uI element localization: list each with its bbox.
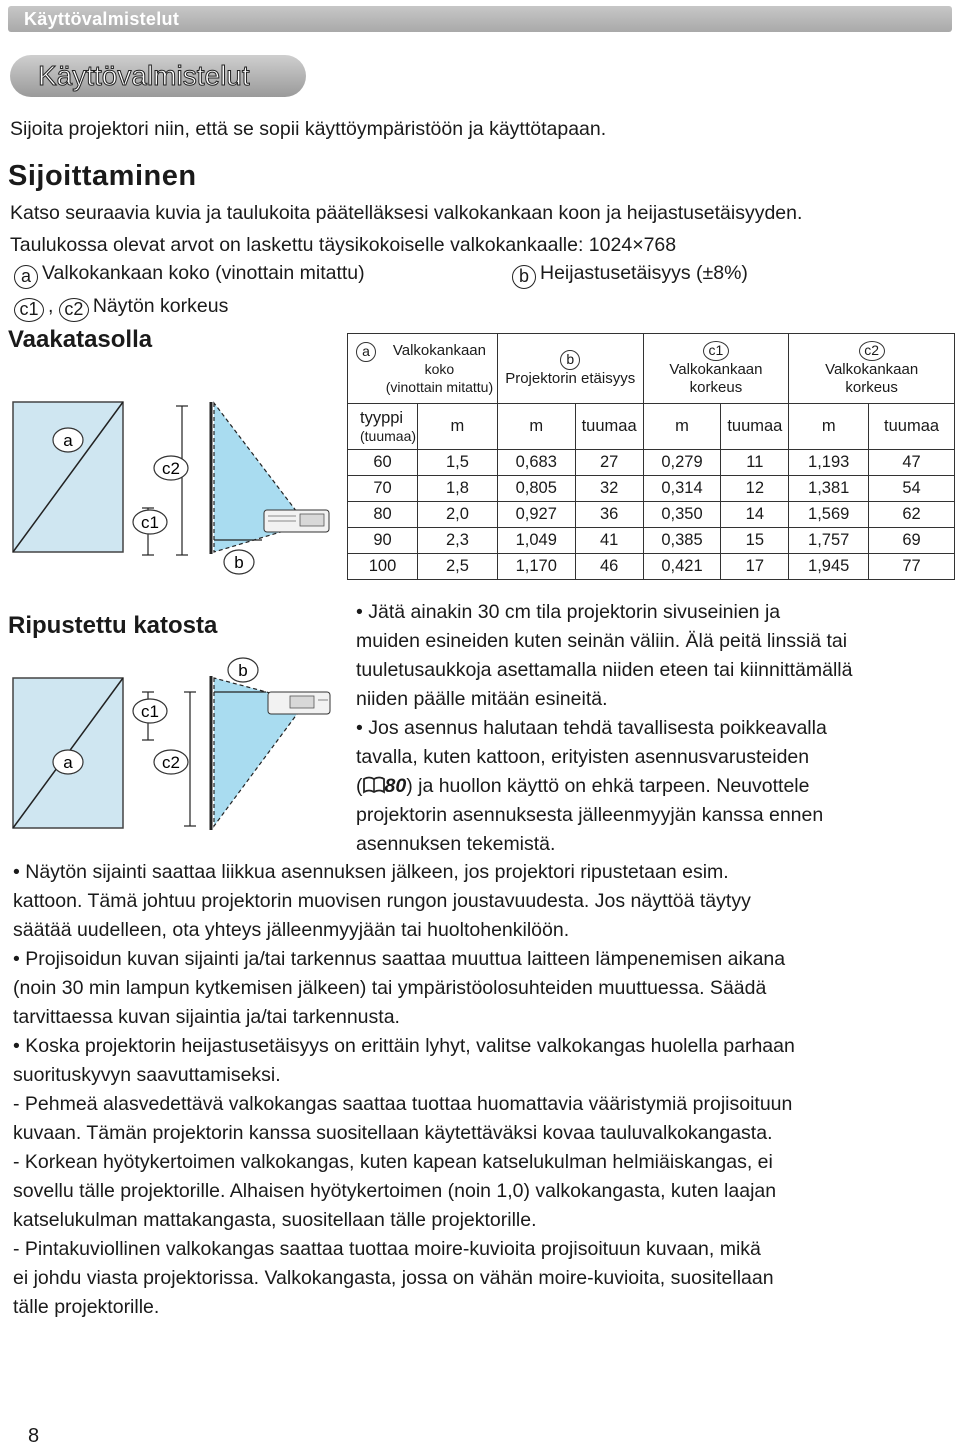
cell: 12 bbox=[721, 476, 789, 502]
side-line: asennuksen tekemistä. bbox=[356, 833, 556, 855]
body-line: • Koska projektorin heijastusetäisyys on erittäin lyhyt, valitse valkokangas huolella parhaan bbox=[13, 1035, 795, 1057]
reference-line bbox=[356, 772, 852, 801]
side-line: projektorin asennuksesta jälleenmyyjän kanssa ennen bbox=[356, 804, 824, 826]
projector-icon bbox=[264, 510, 329, 532]
th-a-mark: a bbox=[356, 342, 376, 362]
cell: 1,757 bbox=[789, 528, 869, 554]
diagram2-label-b: b bbox=[238, 661, 248, 680]
body-line: ei johdu viasta projektorissa. Valkokangasta, jossa on vähän moire-kuvioita, suositellaan bbox=[13, 1267, 774, 1289]
unit-tuumaa-b: tuumaa bbox=[575, 404, 643, 450]
cell: 2,5 bbox=[417, 554, 497, 580]
table-units-row bbox=[348, 404, 955, 450]
legend-b-text: Heijastusetäisyys (±8%) bbox=[540, 262, 748, 284]
th-b-text: Projektorin etäisyys bbox=[505, 369, 636, 387]
unit-tuumaa-c1: tuumaa bbox=[721, 404, 789, 450]
side-line: • Jätä ainakin 30 cm tila projektorin sivuseinien ja bbox=[356, 601, 781, 623]
cell: 70 bbox=[348, 476, 418, 502]
cell: 27 bbox=[575, 450, 643, 476]
body-line: kattoon. Tämä johtuu projektorin muovisen rungon joustavuudesta. Jos näyttöä täytyy bbox=[13, 890, 751, 912]
body-line: sovellu tälle projektorille. Alhaisen hyötykertoimen (noin 1,0) valkokangasta, kuten laajan bbox=[13, 1180, 777, 1202]
cell: 17 bbox=[721, 554, 789, 580]
paragraph-1: Katso seuraavia kuvia ja taulukoita päätelläksesi valkokankaan koon ja heijastusetäisyyden. bbox=[10, 202, 803, 224]
cell: 1,170 bbox=[497, 554, 575, 580]
section-title-pill bbox=[10, 55, 306, 97]
cell: 2,3 bbox=[417, 528, 497, 554]
table-row bbox=[348, 450, 955, 476]
cell: 32 bbox=[575, 476, 643, 502]
ref-page[interactable]: 80 bbox=[384, 775, 407, 797]
cell: 54 bbox=[869, 476, 955, 502]
diagram-horizontal bbox=[0, 390, 345, 590]
side-line: muiden esineiden kuten seinän väliin. Älä peitä linssiä tai bbox=[356, 630, 848, 652]
cell: 1,5 bbox=[417, 450, 497, 476]
section-title: Käyttövalmistelut bbox=[38, 60, 250, 91]
unit-m-c2: m bbox=[789, 404, 869, 450]
body-text bbox=[13, 858, 795, 1322]
header-bar bbox=[8, 6, 952, 32]
cell: 47 bbox=[869, 450, 955, 476]
ref-rest: ) ja huollon käyttö on ehkä tarpeen. Neuvottele bbox=[406, 775, 810, 797]
cell: 0,314 bbox=[643, 476, 721, 502]
cell: 1,381 bbox=[789, 476, 869, 502]
cell: 46 bbox=[575, 554, 643, 580]
table-row bbox=[348, 554, 955, 580]
cell: 11 bbox=[721, 450, 789, 476]
paragraph-2: Taulukossa olevat arvot on laskettu täysikokoiselle valkokankaalle: 1024×768 bbox=[10, 234, 677, 256]
side-line: • Jos asennus halutaan tehdä tavallisesta poikkeavalla bbox=[356, 717, 827, 739]
th-c1-mark: c1 bbox=[703, 341, 729, 361]
body-line: - Pehmeä alasvedettävä valkokangas saattaa tuottaa huomattavia vääristymiä projisoituun bbox=[13, 1093, 793, 1115]
cell: 0,279 bbox=[643, 450, 721, 476]
diagram2-label-c2: c2 bbox=[162, 753, 180, 772]
unit-m-c1: m bbox=[643, 404, 721, 450]
body-line: • Näytön sijainti saattaa liikkua asennuksen jälkeen, jos projektori ripustetaan esim. bbox=[13, 861, 729, 883]
th-c2-line2: korkeus bbox=[845, 378, 898, 396]
body-line: tarvittaessa kuvan sijaintia ja/tai tarkennusta. bbox=[13, 1006, 400, 1028]
table-row bbox=[348, 502, 955, 528]
legend-c bbox=[14, 295, 228, 322]
cell: 1,193 bbox=[789, 450, 869, 476]
legend-a bbox=[14, 262, 365, 289]
cell: 36 bbox=[575, 502, 643, 528]
cell: 1,8 bbox=[417, 476, 497, 502]
th-c2-mark: c2 bbox=[859, 341, 885, 361]
side-line: tavalla, kuten kattoon, erityisten asennusvarusteiden bbox=[356, 746, 810, 768]
cell: 0,421 bbox=[643, 554, 721, 580]
legend-sep: , bbox=[48, 295, 54, 317]
cell: 1,945 bbox=[789, 554, 869, 580]
unit-m-b: m bbox=[497, 404, 575, 450]
diagram-label-c1: c1 bbox=[141, 513, 159, 532]
diagram2-label-a: a bbox=[63, 753, 73, 772]
body-line: (noin 30 min lampun kytkemisen jälkeen) tai ympäristöolosuhteiden muuttuessa. Säädä bbox=[13, 977, 767, 999]
cell: 1,049 bbox=[497, 528, 575, 554]
th-c1-line2: korkeus bbox=[689, 378, 743, 396]
ref-open: ( bbox=[356, 775, 363, 797]
body-line: suorituskyvyn saavuttamiseksi. bbox=[13, 1064, 281, 1086]
body-line: katselukulman mattakangasta, suositellaan tälle projektorille. bbox=[13, 1209, 537, 1231]
cell: 69 bbox=[869, 528, 955, 554]
diagram2-label-c1: c1 bbox=[141, 702, 159, 721]
th-c2-line1: Valkokankaan bbox=[825, 360, 919, 378]
book-icon bbox=[363, 774, 385, 792]
cell: 77 bbox=[869, 554, 955, 580]
legend-b-mark: b bbox=[512, 265, 536, 289]
cell: 62 bbox=[869, 502, 955, 528]
cell: 1,569 bbox=[789, 502, 869, 528]
table-header-row bbox=[348, 334, 955, 404]
cell: 0,385 bbox=[643, 528, 721, 554]
cell: 100 bbox=[348, 554, 418, 580]
th-a-line1: Valkokankaan bbox=[392, 341, 486, 359]
body-line: säätää uudelleen, ota yhteys jälleenmyyjään tai huoltohenkilöön. bbox=[13, 919, 570, 941]
diagram-label-a: a bbox=[63, 431, 73, 450]
body-line: - Pintakuviollinen valkokangas saattaa tuottaa moire-kuvioita projisoituun kuvaan, mikä bbox=[13, 1238, 761, 1260]
th-a-line2: koko bbox=[424, 360, 455, 377]
body-line: tälle projektorille. bbox=[13, 1296, 160, 1318]
table-row bbox=[348, 476, 955, 502]
side-line: tuuletusaukkoja asettamalla niiden eteen tai kiinnittämällä bbox=[356, 659, 853, 681]
legend-a-mark: a bbox=[14, 265, 38, 289]
side-bullets bbox=[356, 598, 852, 859]
diagram-label-c2: c2 bbox=[162, 459, 180, 478]
legend-b bbox=[512, 262, 748, 289]
unit-tuumaa-c2: tuumaa bbox=[869, 404, 955, 450]
body-line: • Projisoidun kuvan sijainti ja/tai tarkennus saattaa muuttua laitteen lämpenemisen aikana bbox=[13, 948, 786, 970]
header-label: Käyttövalmistelut bbox=[24, 9, 180, 29]
unit-type-1: tyyppi bbox=[360, 408, 404, 427]
body-line: kuvaan. Tämän projektorin kanssa suositellaan käytettäväksi kovaa tauluvalkokangasta. bbox=[13, 1122, 773, 1144]
page-number: 8 bbox=[28, 1425, 40, 1447]
intro-text: Sijoita projektori niin, että se sopii käyttöympäristöön ja käyttötapaan. bbox=[10, 118, 607, 140]
cell: 60 bbox=[348, 450, 418, 476]
diagram-label-b: b bbox=[234, 553, 244, 572]
unit-m-a: m bbox=[417, 404, 497, 450]
cell: 15 bbox=[721, 528, 789, 554]
heading-ripustettu: Ripustettu katosta bbox=[8, 612, 218, 639]
cell: 14 bbox=[721, 502, 789, 528]
side-line: niiden päälle mitään esineitä. bbox=[356, 688, 608, 710]
legend-c-text: Näytön korkeus bbox=[92, 295, 229, 317]
cell: 2,0 bbox=[417, 502, 497, 528]
diagram-ceiling bbox=[0, 650, 345, 835]
unit-type-2: (tuumaa) bbox=[360, 427, 417, 444]
cell: 0,350 bbox=[643, 502, 721, 528]
cell: 80 bbox=[348, 502, 418, 528]
table-row bbox=[348, 528, 955, 554]
cell: 41 bbox=[575, 528, 643, 554]
legend-c1-mark: c1 bbox=[14, 298, 44, 322]
throw-distance-table bbox=[347, 333, 955, 580]
heading-vaakatasolla: Vaakatasolla bbox=[8, 326, 153, 353]
th-c1-line1: Valkokankaan bbox=[669, 360, 763, 378]
th-b-mark: b bbox=[560, 350, 580, 370]
cell: 0,927 bbox=[497, 502, 575, 528]
body-line: - Korkean hyötykertoimen valkokangas, kuten kapean katselukulman helmiäiskangas, ei bbox=[13, 1151, 773, 1173]
projector-icon bbox=[268, 692, 330, 714]
cell: 0,805 bbox=[497, 476, 575, 502]
cell: 90 bbox=[348, 528, 418, 554]
cell: 0,683 bbox=[497, 450, 575, 476]
heading-sijoittaminen: Sijoittaminen bbox=[8, 160, 197, 192]
legend-a-text: Valkokankaan koko (vinottain mitattu) bbox=[42, 262, 365, 284]
th-a-line3: (vinottain mitattu) bbox=[385, 378, 494, 395]
legend-c2-mark: c2 bbox=[59, 298, 89, 322]
